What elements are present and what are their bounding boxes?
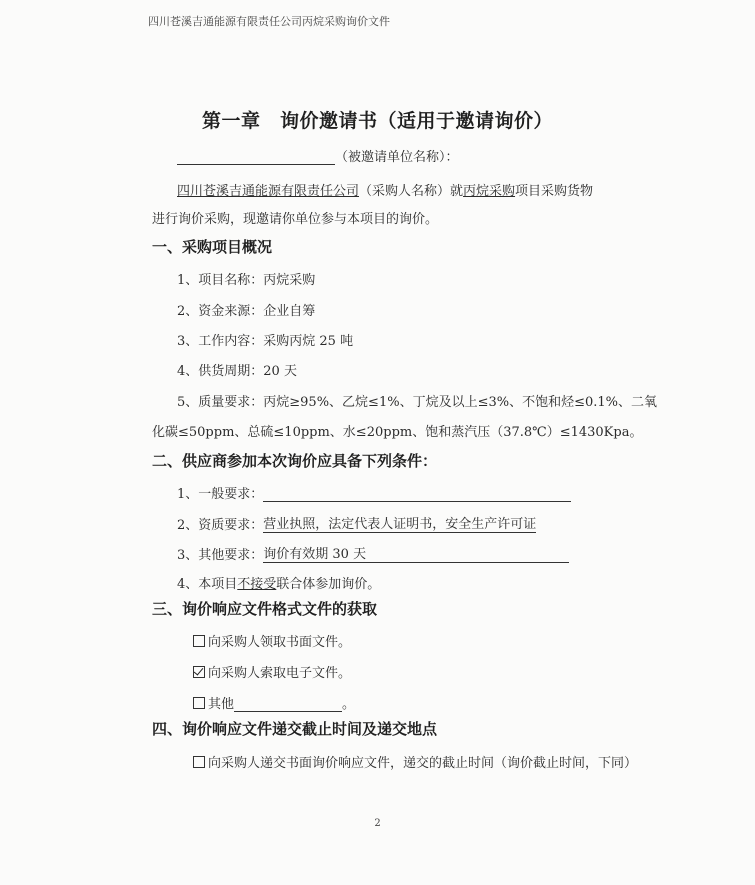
acquire-option-1 (193, 631, 351, 650)
checkbox-unchecked-icon[interactable] (193, 756, 205, 768)
project-name: 丙烷采购 (463, 184, 516, 199)
acquire-option-3-label: 其他 (208, 697, 235, 712)
general-requirement (177, 483, 571, 502)
invitee-blank (177, 150, 335, 165)
qual-label: 2、资质要求： (177, 518, 264, 533)
submit-option-1-label: 向采购人递交书面询价响应文件，递交的截止时间（询价截止时间，下同） (208, 756, 638, 771)
general-blank (263, 487, 571, 502)
chapter-title: 第一章 询价邀请书（适用于邀请询价） (201, 110, 553, 132)
acquire-option-3-end: 。 (342, 697, 356, 712)
section2-heading: 二、供应商参加本次询价应具备下列条件： (152, 452, 438, 470)
other-blank (234, 697, 342, 712)
qual-value: 营业执照，法定代表人证明书，安全生产许可证 (263, 513, 536, 533)
section1-heading: 一、采购项目概况 (152, 238, 273, 256)
acquire-option-3 (193, 693, 355, 712)
invitee-line (177, 146, 459, 165)
section1-item-3: 3、工作内容：采购丙烷 25 吨 (177, 334, 354, 349)
purchaser-name: 四川苍溪吉通能源有限责任公司 (177, 184, 360, 199)
purchaser-note: （采购人名称）就 (359, 184, 464, 199)
section3-heading: 三、询价响应文件格式文件的获取 (152, 600, 378, 618)
qualification-requirement (177, 513, 536, 533)
intro-rest: 项目采购货物 (515, 184, 594, 199)
section1-item-5: 5、质量要求：丙烷≥95%、乙烷≤1%、丁烷及以上≤3%、不饱和烃≤0.1%、二氧 (177, 395, 658, 410)
acquire-option-1-label: 向采购人领取书面文件。 (208, 635, 352, 650)
acquire-option-2-label: 向采购人索取电子文件。 (208, 666, 352, 681)
other-label: 3、其他要求： (177, 548, 264, 563)
section4-heading: 四、询价响应文件递交截止时间及递交地点 (152, 720, 438, 738)
not-accept: 不接受 (237, 577, 277, 592)
checkbox-unchecked-icon[interactable] (193, 697, 205, 709)
section1-item-4: 4、供货周期：20 天 (177, 364, 297, 379)
general-label: 1、一般要求： (177, 487, 264, 502)
item4-pre: 4、本项目 (177, 577, 238, 592)
checkbox-checked-icon[interactable] (193, 666, 205, 678)
document-header: 四川苍溪吉通能源有限责任公司丙烷采购询价文件 (148, 15, 390, 28)
page-number: 2 (374, 818, 381, 829)
section1-item-2: 2、资金来源：企业自筹 (177, 304, 316, 319)
checkbox-unchecked-icon[interactable] (193, 635, 205, 647)
submit-option-1 (193, 752, 637, 771)
invitee-label: （被邀请单位名称）： (335, 150, 459, 165)
other-requirement (177, 543, 569, 563)
section1-item-5-cont: 化碳≤50ppm、总硫≤10ppm、水≤20ppm、饱和蒸汽压（37.8℃）≤1430Kpa。 (152, 425, 643, 440)
consortium-line (177, 573, 380, 592)
acquire-option-2 (193, 662, 351, 681)
intro-line-1 (177, 180, 593, 199)
item4-post: 联合体参加询价。 (276, 577, 381, 592)
section1-item-1: 1、项目名称：丙烷采购 (177, 273, 316, 288)
other-value: 询价有效期 30 天 (263, 543, 569, 563)
intro-line-2: 进行询价采购，现邀请你单位参与本项目的询价。 (152, 212, 439, 227)
